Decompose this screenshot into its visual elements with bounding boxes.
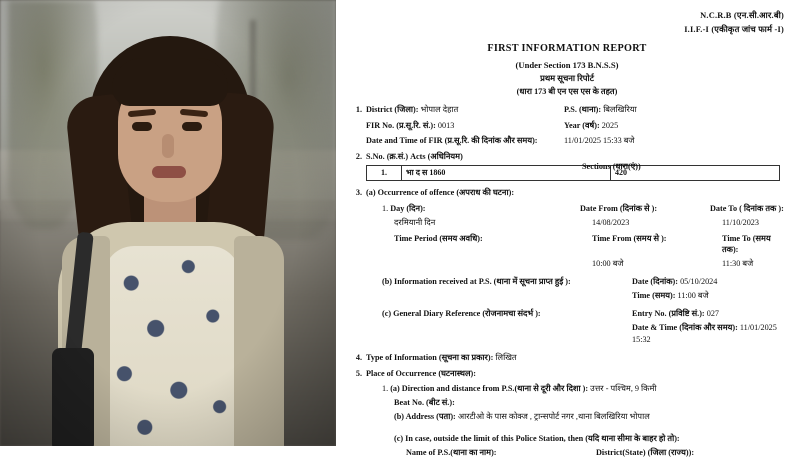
date-from-value-wrap [592, 217, 722, 229]
district-field [366, 104, 564, 116]
spacer-16 [350, 447, 366, 459]
info-received-time-value: 11:00 बजे [677, 291, 709, 301]
direction-label: (a) Direction and distance from P.S.(थाना से दूरी और दिशा ): [390, 384, 589, 394]
iif-code-en: I.I.F.-I [684, 25, 710, 35]
spacer-15 [350, 433, 366, 445]
name-ps-label: Name of P.S.(थाना का नाम): [406, 447, 497, 457]
year-field [564, 120, 784, 132]
ncrb-code-en: N.C.R.B [700, 11, 732, 20]
row-beat-no [350, 397, 784, 409]
fir-no-value: 0013 [437, 120, 455, 130]
gd-entry-value: 027 [706, 308, 719, 318]
info-received-date-value: 05/10/2024 [680, 277, 718, 287]
time-to-value: 11:30 बजे [722, 259, 754, 269]
woman-portrait-photo [0, 0, 336, 446]
row-info-received [350, 276, 784, 288]
district-state-label: District(State) (जिला (राज्य)): [596, 447, 695, 457]
gd-entry-label: Entry No. (प्रविष्टि सं.): [632, 308, 705, 318]
day-value: दरमियानी दिन [394, 217, 436, 227]
beat-wrap [366, 397, 784, 409]
police-station-field [564, 104, 784, 116]
gd-entry-wrap [632, 308, 784, 320]
spacer-4 [350, 203, 366, 215]
page-title-hindi: प्रथम सूचना रिपोर्ट [540, 73, 594, 83]
info-received-date-wrap [632, 276, 784, 288]
spacer-14 [350, 411, 366, 423]
place-label: Place of Occurrence (घटनास्थल): [366, 368, 476, 378]
spacer-7 [350, 258, 366, 270]
type-info-wrap [366, 352, 784, 364]
row-outside-limit [350, 433, 784, 445]
gd-ref-label: (c) General Diary Reference (रोजनामचा संदर्भ ): [382, 308, 541, 318]
year-label: Year (वर्ष): [564, 120, 600, 130]
time-period-field [366, 233, 592, 257]
iif-code-hi: (एकीकृत जांच फार्म -I) [711, 25, 784, 35]
gd-datetime-label: Date & Time (दिनांक और समय): [632, 322, 738, 332]
ncrb-code [350, 10, 784, 22]
gd-datetime-spacer [366, 322, 632, 346]
row-gd-reference [350, 308, 784, 320]
date-from-value: 14/08/2023 [592, 217, 630, 227]
item-number-2: 2. [355, 152, 362, 162]
info-received-date-label: Date (दिनांक): [632, 277, 679, 287]
district-label: District (जिला): [366, 104, 419, 114]
item-number-1: 1. [355, 104, 362, 114]
spacer-12 [350, 383, 366, 395]
item-number-3: 3. [355, 187, 362, 197]
info-received-time-spacer [366, 290, 632, 302]
row-time-values [350, 258, 784, 270]
type-info-value: लिखित [495, 352, 517, 362]
date-to-value-wrap [722, 217, 784, 229]
day-number: 1. [382, 203, 389, 213]
row-time-period [350, 233, 784, 257]
sections-header-wrap [366, 161, 784, 183]
gd-datetime-value: 11/01/2025 15:32 [632, 322, 777, 344]
fir-datetime-label-wrap [366, 135, 564, 147]
spacer-1 [350, 120, 366, 132]
row-address [350, 411, 784, 423]
occurrence-label-wrap [366, 187, 784, 199]
time-to-field [722, 233, 784, 257]
ncrb-code-hi: (एन.सी.आर.बी) [733, 11, 784, 20]
address-wrap [366, 411, 784, 423]
spacer-13 [350, 397, 366, 409]
time-from-label: Time From (समय से ): [592, 233, 667, 243]
fir-datetime-value: 11/01/2025 15:33 बजे [564, 136, 635, 146]
row-place-of-occurrence [350, 368, 784, 380]
type-info-label: Type of Information (सूचना का प्रकार): [366, 352, 494, 362]
gd-datetime-wrap [632, 322, 784, 346]
time-period-label: Time Period (समय अवधि): [394, 233, 483, 243]
police-station-label: P.S. (थाना): [564, 104, 602, 114]
iif-code [350, 24, 784, 36]
outside-wrap [366, 433, 784, 445]
fir-no-label: FIR No. (प्र.सू.रि. सं.): [366, 120, 436, 130]
row-fir-datetime [350, 135, 784, 147]
day-field [366, 203, 580, 215]
place-sub-number: 1. [382, 384, 389, 394]
spacer-11 [350, 322, 366, 346]
sections-label: Sections (धारा(एं)) [582, 161, 641, 171]
fir-no-field [366, 120, 564, 132]
date-from-field [580, 203, 710, 215]
row-gd-datetime [350, 322, 784, 346]
page-subtitle: (Under Section 173 B.N.S.S) [515, 60, 619, 71]
time-from-value: 10:00 बजे [592, 259, 624, 269]
gd-ref-label-wrap [366, 308, 632, 320]
district-state-wrap [596, 447, 784, 459]
occurrence-label: (a) Occurrence of offence (अपराध की घटना): [366, 187, 515, 197]
spacer-2 [350, 135, 366, 147]
row-fir-no [350, 120, 784, 132]
police-station-value: बिलखिरिया [603, 104, 637, 114]
day-value-wrap [366, 217, 592, 229]
fir-datetime-value-wrap [564, 135, 784, 147]
direction-value: उत्तर - पश्चिम, 9 किमी [590, 384, 657, 394]
row-type-of-information [350, 352, 784, 364]
spacer-5 [350, 217, 366, 229]
spacer-9 [350, 290, 366, 302]
info-received-time-wrap [632, 290, 784, 302]
year-value: 2025 [601, 120, 619, 130]
spacer-10 [350, 308, 366, 320]
info-received-label-wrap [366, 276, 632, 288]
address-label: (b) Address (पता): [394, 412, 456, 422]
item-number-5: 5. [355, 368, 362, 378]
time-to-value-wrap [722, 258, 784, 270]
district-value: भोपाल देहात [420, 104, 459, 114]
date-from-label: Date From (दिनांक से ): [580, 203, 658, 213]
time-from-value-wrap [592, 258, 722, 270]
day-label: Day (दिन): [390, 203, 426, 213]
spacer-6 [350, 233, 366, 257]
date-to-field [710, 203, 784, 215]
outside-label: (c) In case, outside the limit of this Police Station, then (यदि थाना सीमा के बाहर हो तो): [394, 434, 680, 444]
acts-col-act: भा द स 1860 [402, 166, 611, 181]
fir-datetime-label: Date and Time of FIR (प्र.सू.रि. की दिनांक और समय): [366, 136, 538, 146]
row-info-received-time [350, 290, 784, 302]
acts-col-sno: 1. [367, 166, 402, 181]
photo-vignette [0, 0, 336, 446]
document-title-block [350, 42, 784, 97]
page-subtitle-hindi: (धारा 173 बी एन एस एस के तहत) [516, 86, 618, 96]
address-value: आरटीओ के पास कोक्ज , ट्रान्सपोर्ट नगर ,थाना बिलखिरिया भोपाल [457, 412, 650, 422]
row-day [350, 203, 784, 215]
row-day-values [350, 217, 784, 229]
sno-label: S.No. (क्र.सं.) [366, 152, 409, 162]
row-occurrence [350, 187, 784, 199]
item-number-4: 4. [355, 352, 362, 362]
name-ps-wrap [366, 447, 596, 459]
date-to-label: Date To ( दिनांक तक ): [710, 203, 784, 213]
acts-label: Acts (अधिनियम) [410, 152, 463, 162]
page-title: FIRST INFORMATION REPORT [487, 43, 647, 55]
time-to-label: Time To (समय तक): [722, 233, 771, 255]
row-district [350, 104, 784, 116]
form-codes [350, 10, 784, 36]
direction-wrap [366, 383, 784, 395]
time-period-value-wrap [366, 258, 592, 270]
beat-label: Beat No. (बीट सं.): [394, 398, 455, 408]
date-to-value: 11/10/2023 [722, 217, 759, 227]
row-direction [350, 383, 784, 395]
time-from-field [592, 233, 722, 257]
row-outside-ps [350, 447, 784, 459]
place-label-wrap [366, 368, 784, 380]
info-received-time-label: Time (समय): [632, 291, 676, 301]
fir-document [336, 0, 800, 457]
info-received-label: (b) Information received at P.S. (थाना में सूचना प्राप्त हुई ): [382, 277, 571, 287]
spacer-8 [350, 276, 366, 288]
acts-col-sections: 420 [611, 166, 780, 181]
